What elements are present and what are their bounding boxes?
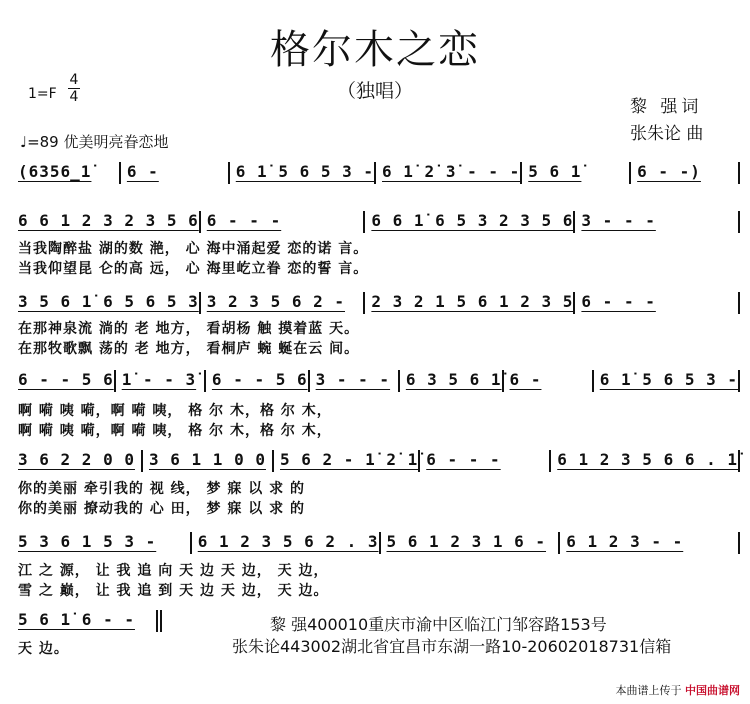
score-row-2 (12, 207, 740, 233)
measure: 3 6 2 2 0 0 (12, 450, 143, 472)
lyric-line: 当我仰望昆 仑的高 远， 心 海里屹立眷 恋的誓 言。 (18, 261, 369, 277)
measure: 3 6 1 1 0 0 (143, 450, 274, 472)
measure: 5 3 6 1 5 3 - (12, 532, 192, 554)
measure: 2 3 2 1 5 6 1 2 3 5 (365, 292, 575, 314)
time-signature-top: 4 (69, 72, 79, 88)
tempo-marking: ♩=89 优美明亮眷恋地 (20, 133, 169, 151)
upload-credit (616, 682, 741, 698)
measure: 6 1 2 3 5 6 2 . 3 (192, 532, 381, 554)
lyricist-credit: 黎 强词 (630, 97, 703, 117)
measure: 6 1̇ 5 6 5 3 - (594, 370, 740, 392)
measure: 6 1̇ 5 6 5 3 - (230, 162, 376, 184)
score-row-3 (12, 288, 740, 314)
song-subtitle: （独唱） (336, 80, 413, 102)
measure: 6 - - - (201, 211, 366, 233)
score-row-4 (12, 366, 740, 392)
time-signature-bottom: 4 (69, 89, 79, 105)
measure: (6356̲1̇ (12, 162, 121, 184)
lyric-line: 江 之 源， 让 我 追 向 天 边 天 边， 天 边， (18, 563, 329, 579)
lyric-line: 天 边。 (18, 641, 69, 657)
measure: 6 1 2 3 - - (560, 532, 740, 554)
lyric-line: 啊 嗬 咦 嗬，啊 嗬 咦， 格 尔 木，格 尔 木， (18, 403, 332, 419)
measure: 3 5 6 1̇ 6 5 6 5 3 (12, 292, 201, 314)
measure: 6 - - - (575, 292, 740, 314)
measure: 6 - -) (631, 162, 740, 184)
measure: 6 6 1̇ 6 5 3 2 3 5 6 (365, 211, 575, 233)
measure: 6 6 1 2 3 2 3 5 6 (12, 211, 201, 233)
measure: 5 6 1̇ (522, 162, 631, 184)
measure: 6 - (504, 370, 594, 392)
score-row-6 (12, 528, 740, 554)
measure: 6 - - 5 6 (12, 370, 116, 392)
score-row-1 (12, 158, 740, 184)
measure: 6 - (121, 162, 230, 184)
measure: 6 1 2 3 5 6 6 . 1̇ (551, 450, 740, 472)
final-measure: 5 6 1̇ 6 - - (12, 610, 162, 632)
measure: 3 2 3 5 6 2 - (201, 292, 366, 314)
lyric-line: 在那神泉流 淌的 老 地方， 看胡杨 触 摸着蓝 天。 (18, 321, 360, 337)
measure: 3 - - - (310, 370, 400, 392)
measure: 6 3 5 6 1̇ (400, 370, 504, 392)
measure: 6 - - 5 6 (206, 370, 310, 392)
measure: 1̇ - - 3̇ (116, 370, 206, 392)
measure: 6 - - - (420, 450, 551, 472)
lyricist-address: 黎 强400010重庆市渝中区临江门邹容路153号 (270, 615, 607, 634)
composer-address: 张朱论443002湖北省宜昌市东湖一路10-20602018731信箱 (232, 637, 672, 656)
lyric-line: 在那牧歌飘 荡的 老 地方， 看桐庐 蜿 蜒在云 间。 (18, 341, 360, 357)
lyric-line: 雪 之 巅， 让 我 追 到 天 边 天 边， 天 边。 (18, 583, 329, 599)
measure: 3 - - - (575, 211, 740, 233)
upload-text: 本曲谱上传于 (615, 684, 682, 697)
key-signature: 1=F (28, 86, 57, 102)
measure: 5 6 1 2 3 1 6 - (381, 532, 561, 554)
lyric-line: 你的美丽 撩动我的 心 田， 梦 寐 以 求 的 (18, 501, 305, 517)
site-logo: 中国曲谱网 (685, 684, 740, 697)
score-row-7 (12, 606, 162, 632)
song-title: 格尔木之恋 (270, 27, 480, 73)
lyric-line: 你的美丽 牵引我的 视 线， 梦 寐 以 求 的 (18, 481, 305, 497)
lyric-line: 啊 嗬 咦 嗬，啊 嗬 咦， 格 尔 木，格 尔 木， (18, 423, 332, 439)
measure: 6 1̇ 2̇ 3̇ - - - (376, 162, 522, 184)
score-row-5 (12, 446, 740, 472)
composer-credit: 张朱论 曲 (630, 124, 704, 144)
lyric-line: 当我陶醉盐 湖的数 滟， 心 海中涌起爱 恋的诺 言。 (18, 241, 369, 257)
time-signature (68, 72, 80, 105)
measure: 5 6 2 - 1̇ 2̇ 1̇ (274, 450, 420, 472)
